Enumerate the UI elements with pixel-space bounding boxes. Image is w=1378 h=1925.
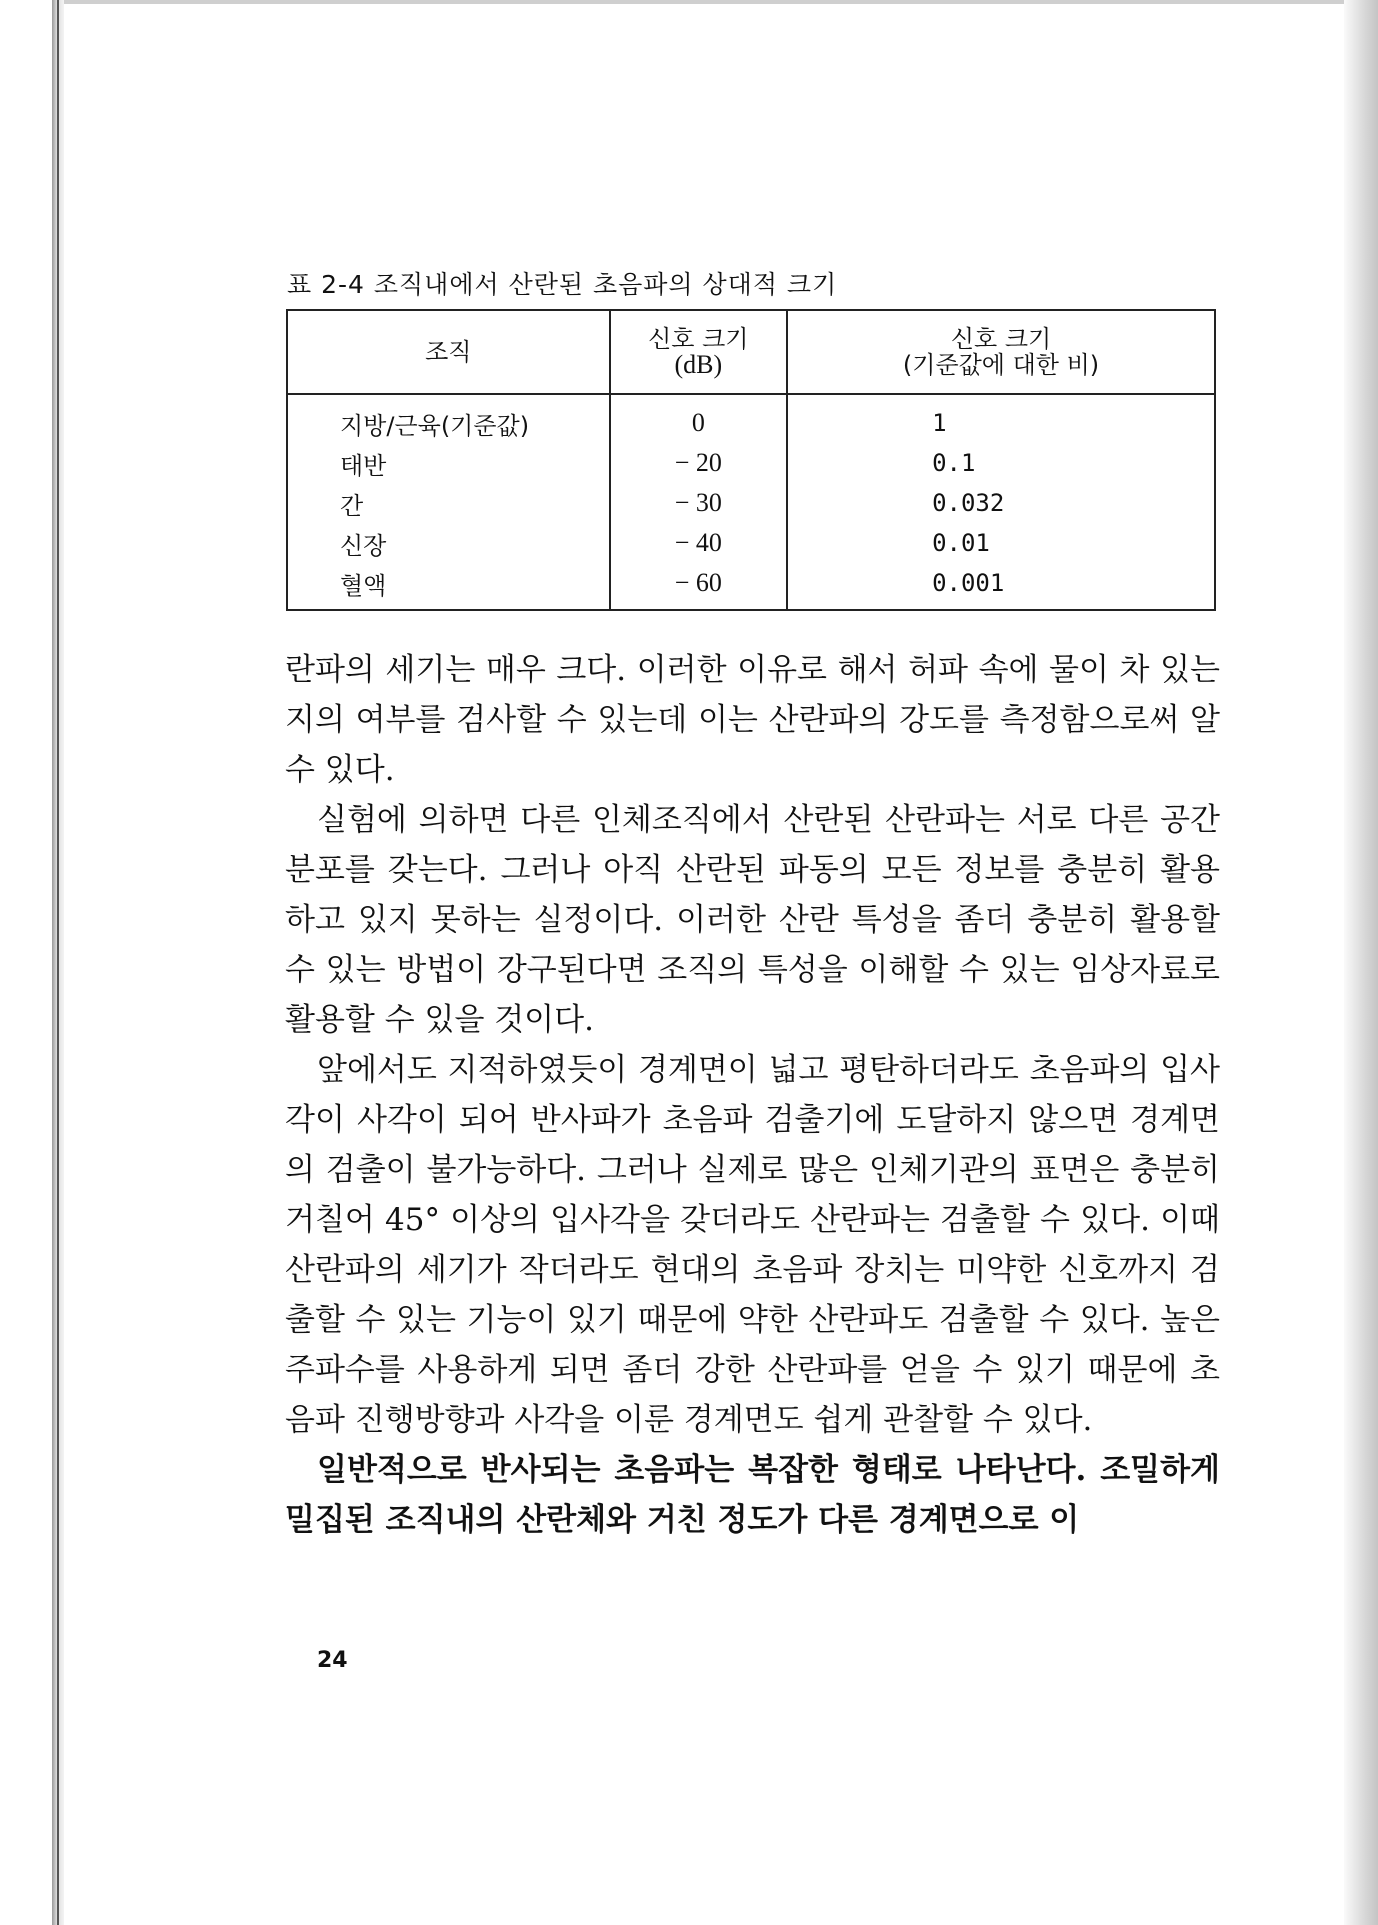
cell-tissue: 태반 — [287, 443, 610, 483]
cell-db: − 30 — [610, 483, 788, 523]
table-row — [287, 394, 1215, 443]
body-text — [285, 645, 1220, 1545]
cell-ratio: 1 — [787, 394, 1215, 443]
paragraph: 앞에서도 지적하였듯이 경계면이 넓고 평탄하더라도 초음파의 입사각이 사각이 되어 반사파가 초음파 검출기에 도달하지 않으면 경계면의 검출이 불가능하다. 그러나 실제로 많은 인체기관의 표면은 충분히 거칠어 45° 이상의 입사각을 갖더라도 산란파는 검출할 수 있다. 이때 산란파의 세기가 작더라도 현대의 초음파 장치는 미약한 신호까지 검출할 수 있는 기능이 있기 때문에 약한 산란파도 검출할 수 있다. 높은 주파수를 사용하게 되면 좀더 강한 산란파를 얻을 수 있기 때문에 초음파 진행방향과 사각을 이룬 경계면도 쉽게 관찰할 수 있다. — [285, 1052, 1220, 1438]
cell-db: 0 — [610, 394, 788, 443]
table-row — [287, 523, 1215, 563]
header-tissue — [287, 310, 610, 394]
table-row — [287, 443, 1215, 483]
signal-size-table — [286, 309, 1216, 611]
paragraph: 란파의 세기는 매우 크다. 이러한 이유로 해서 허파 속에 물이 차 있는지의 여부를 검사할 수 있는데 이는 산란파의 강도를 측정함으로써 알 수 있다. — [285, 652, 1220, 788]
table-row — [287, 483, 1215, 523]
header-tissue-label: 조직 — [425, 338, 472, 366]
cell-tissue: 신장 — [287, 523, 610, 563]
cell-tissue: 지방/근육(기준값) — [287, 394, 610, 443]
page-binding-line — [57, 0, 59, 1925]
table-row — [287, 563, 1215, 610]
header-ratio — [787, 310, 1215, 394]
cell-db: − 40 — [610, 523, 788, 563]
header-db-line1: 신호 크기 — [648, 325, 749, 353]
cell-ratio: 0.1 — [787, 443, 1215, 483]
table-caption: 표 2-4 조직내에서 산란된 초음파의 상대적 크기 — [287, 270, 838, 299]
header-ratio-line2: (기준값에 대한 비) — [902, 351, 1100, 379]
cell-ratio: 0.001 — [787, 563, 1215, 610]
header-ratio-line1: 신호 크기 — [950, 325, 1052, 353]
cell-db: − 60 — [610, 563, 788, 610]
table-header-row — [287, 310, 1215, 394]
header-db-line2: (dB) — [674, 350, 723, 379]
page-right-edge — [1344, 0, 1378, 1925]
header-db — [610, 310, 788, 394]
page-top-edge — [52, 0, 1352, 4]
cell-ratio: 0.01 — [787, 523, 1215, 563]
cell-db: − 20 — [610, 443, 788, 483]
paragraph: 일반적으로 반사되는 초음파는 복잡한 형태로 나타난다. 조밀하게 밀집된 조직내의 산란체와 거친 정도가 다른 경계면으로 이 — [285, 1452, 1220, 1538]
cell-tissue: 간 — [287, 483, 610, 523]
page-number: 24 — [317, 1648, 348, 1673]
paragraph: 실험에 의하면 다른 인체조직에서 산란된 산란파는 서로 다른 공간 분포를 갖는다. 그러나 아직 산란된 파동의 모든 정보를 충분히 활용하고 있지 못하는 실정이다. 이러한 산란 특성을 좀더 충분히 활용할 수 있는 방법이 강구된다면 조직의 특성을 이해할 수 있는 임상자료로 활용할 수 있을 것이다. — [285, 802, 1220, 1038]
cell-tissue: 혈액 — [287, 563, 610, 610]
cell-ratio: 0.032 — [787, 483, 1215, 523]
